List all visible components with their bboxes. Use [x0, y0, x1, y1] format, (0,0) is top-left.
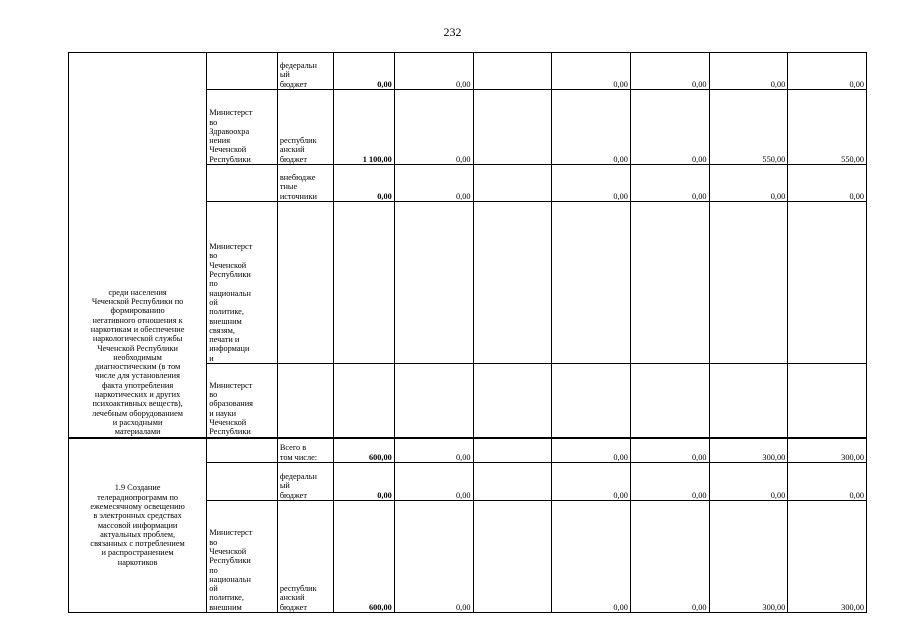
value-cell: 550,00 — [788, 90, 867, 165]
value-cell — [788, 364, 867, 438]
value-cell: 0,00 — [630, 53, 709, 90]
value-cell: 0,00 — [709, 463, 788, 501]
value-cell — [630, 364, 709, 438]
funding-source-cell — [277, 202, 333, 364]
value-cell: 300,00 — [788, 438, 867, 463]
value-cell: 0,00 — [394, 501, 473, 613]
table-row — [69, 438, 867, 463]
value-cell: 0,00 — [394, 438, 473, 463]
value-cell: 0,00 — [334, 463, 395, 501]
executor-cell: Министерст во Чеченской Республики по национальн ой политике, внешним — [207, 501, 278, 613]
funding-source-cell — [277, 364, 333, 438]
value-cell: 0,00 — [788, 53, 867, 90]
page-number: 232 — [443, 25, 462, 39]
table-row — [69, 53, 867, 90]
funding-source-cell: Всего в том числе: — [277, 438, 333, 463]
executor-cell: Министерст во образования и науки Чеченской Республики — [207, 364, 278, 438]
funding-source-cell: республик анский бюджет — [277, 501, 333, 613]
value-cell — [394, 202, 473, 364]
executor-cell — [207, 463, 278, 501]
value-cell: 0,00 — [788, 165, 867, 202]
value-cell — [473, 165, 552, 202]
value-cell: 0,00 — [709, 53, 788, 90]
executor-cell — [207, 438, 278, 463]
value-cell — [709, 364, 788, 438]
funding-source-cell: внебюдже тные источники — [277, 165, 333, 202]
value-cell: 0,00 — [630, 463, 709, 501]
value-cell: 300,00 — [788, 501, 867, 613]
value-cell: 0,00 — [630, 165, 709, 202]
value-cell: 0,00 — [630, 501, 709, 613]
budget-table — [68, 52, 867, 613]
value-cell: 0,00 — [552, 501, 631, 613]
executor-cell — [207, 165, 278, 202]
value-cell — [334, 364, 395, 438]
value-cell: 0,00 — [552, 165, 631, 202]
value-cell: 600,00 — [334, 501, 395, 613]
value-cell: 0,00 — [552, 438, 631, 463]
value-cell — [473, 364, 552, 438]
executor-cell: Министерст во Здравоохра нения Чеченской Республики — [207, 90, 278, 165]
value-cell — [552, 202, 631, 364]
value-cell: 300,00 — [709, 438, 788, 463]
value-cell: 0,00 — [552, 53, 631, 90]
value-cell: 0,00 — [709, 165, 788, 202]
value-cell: 0,00 — [552, 90, 631, 165]
value-cell: 1 100,00 — [334, 90, 395, 165]
value-cell — [473, 202, 552, 364]
value-cell: 0,00 — [788, 463, 867, 501]
value-cell — [473, 463, 552, 501]
table-body — [69, 53, 867, 613]
value-cell: 550,00 — [709, 90, 788, 165]
value-cell: 0,00 — [394, 463, 473, 501]
value-cell: 0,00 — [334, 165, 395, 202]
funding-source-cell: федеральн ый бюджет — [277, 53, 333, 90]
executor-cell — [207, 53, 278, 90]
value-cell: 0,00 — [394, 90, 473, 165]
funding-source-cell: федеральн ый бюджет — [277, 463, 333, 501]
measure-description: 1.9 Создание телерадиопрограмм по ежемесячному освещению в электронных средствах массовой информации актуальных проблем, связанных с потреблением и распространением наркотиков — [69, 438, 207, 613]
value-cell — [473, 501, 552, 613]
value-cell — [334, 202, 395, 364]
value-cell — [473, 90, 552, 165]
value-cell: 0,00 — [334, 53, 395, 90]
value-cell — [630, 202, 709, 364]
executor-cell: Министерст во Чеченской Республики по национальн ой политике, внешним связям, печати и информаци и — [207, 202, 278, 364]
funding-source-cell: республик анский бюджет — [277, 90, 333, 165]
value-cell: 0,00 — [630, 438, 709, 463]
value-cell: 0,00 — [552, 463, 631, 501]
value-cell — [473, 438, 552, 463]
value-cell — [394, 364, 473, 438]
value-cell: 0,00 — [630, 90, 709, 165]
value-cell — [473, 53, 552, 90]
value-cell: 0,00 — [394, 53, 473, 90]
value-cell: 300,00 — [709, 501, 788, 613]
value-cell: 600,00 — [334, 438, 395, 463]
value-cell — [788, 202, 867, 364]
value-cell — [709, 202, 788, 364]
value-cell — [552, 364, 631, 438]
measure-description: среди населения Чеченской Республики по формированию негативного отношения к наркотикам и обеспечение наркологической службы Чеченской Республики необходимым диагностическим (в том числе для установления факта употребления наркотических и других психоактивных веществ), лечебным оборудованием и расходными материалами — [69, 53, 207, 438]
value-cell: 0,00 — [394, 165, 473, 202]
